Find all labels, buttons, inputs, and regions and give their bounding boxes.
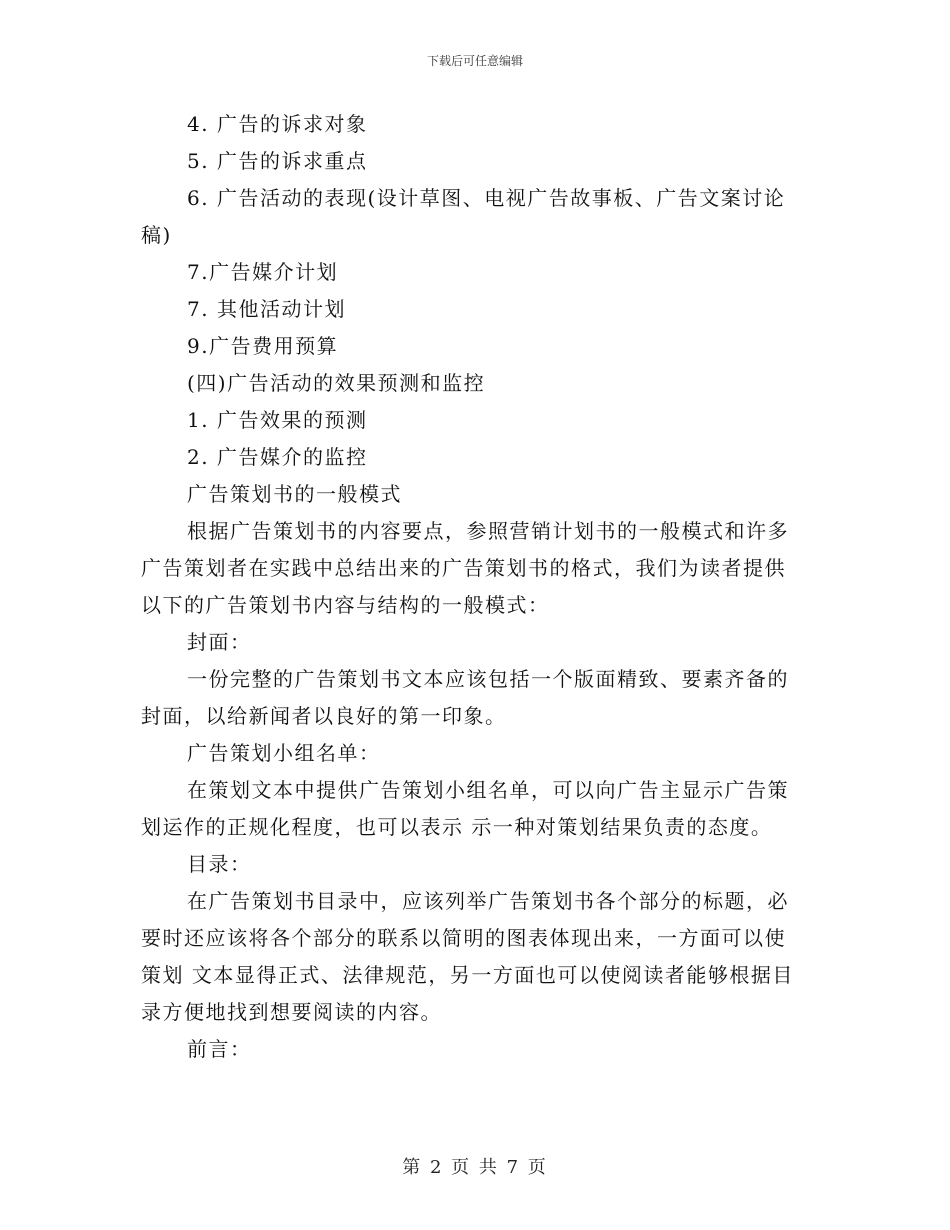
text-line: 6. 广告活动的表现(设计草图、电视广告故事板、广告文案讨论 (187, 186, 786, 210)
page-header: 下载后可任意编辑 (426, 54, 523, 68)
document-body (141, 106, 801, 1068)
text-line: 7. 其他活动计划 (187, 297, 346, 321)
text-line: 根据广告策划书的内容要点，参照营销计划书的一般模式和许多 (187, 519, 789, 543)
text-line: 要时还应该将各个部分的联系以简明的图表体现出来，一方面可以使 (141, 926, 786, 950)
text-line: 前言： (187, 1037, 252, 1061)
text-line: 在策划文本中提供广告策划小组名单，可以向广告主显示广告策 (187, 778, 789, 802)
text-line: 以下的广告策划书内容与结构的一般模式： (141, 593, 550, 617)
text-line: 广告策划者在实践中总结出来的广告策划书的格式，我们为读者提供 (141, 556, 786, 580)
text-line: 划运作的正规化程度，也可以表示 示一种对策划结果负责的态度。 (141, 815, 773, 839)
text-line: 在广告策划书目录中，应该列举广告策划书各个部分的标题，必 (187, 889, 789, 913)
text-line: 9.广告费用预算 (187, 334, 339, 358)
text-line: 封面，以给新闻者以良好的第一印象。 (141, 704, 507, 728)
text-line: 7.广告媒介计划 (187, 260, 339, 284)
text-line: 策划 文本显得正式、法律规范，另一方面也可以使阅读者能够根据目 (141, 963, 794, 987)
text-line: 5. 广告的诉求重点 (187, 149, 368, 173)
text-line: 广告策划小组名单： (187, 741, 381, 765)
page-footer: 第 2 页 共 7 页 (402, 1157, 548, 1178)
text-line: 2. 广告媒介的监控 (187, 445, 368, 469)
text-line: 录方便地找到想要阅读的内容。 (141, 1000, 442, 1024)
text-line: 一份完整的广告策划书文本应该包括一个版面精致、要素齐备的 (187, 667, 789, 691)
text-line: 封面： (187, 630, 252, 654)
text-line: 目录： (187, 852, 252, 876)
text-line: 4. 广告的诉求对象 (187, 112, 368, 136)
text-line: (四)广告活动的效果预测和监控 (187, 371, 486, 395)
text-line: 广告策划书的一般模式 (187, 482, 402, 506)
text-line: 稿) (141, 223, 172, 247)
text-line: 1. 广告效果的预测 (187, 408, 368, 432)
